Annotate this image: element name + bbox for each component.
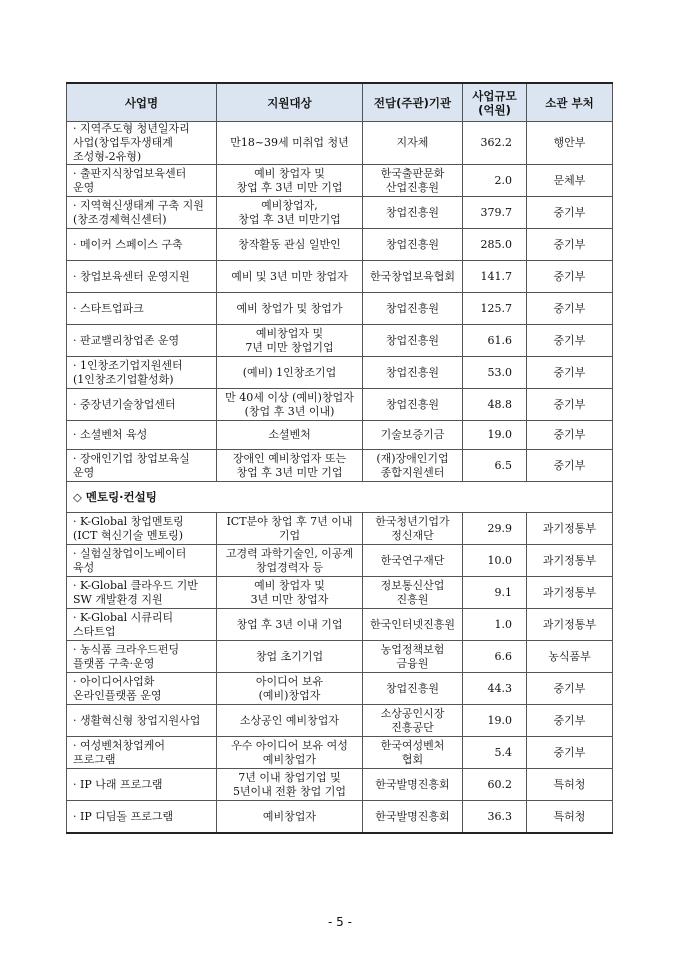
table-row xyxy=(67,577,613,609)
scale-cell: 362.2 xyxy=(463,122,527,165)
agency-cell: 한국청년기업가 정신재단 xyxy=(363,513,463,545)
table-row xyxy=(67,705,613,737)
target-cell: 고경력 과학기술인, 이공계 창업경력자 등 xyxy=(217,545,363,577)
table-row xyxy=(67,165,613,197)
agency-cell: 창업진흥원 xyxy=(363,229,463,261)
program-name-cell: · 창업보육센터 운영지원 xyxy=(67,261,217,293)
program-name-cell: · 농식품 크라우드펀딩 플랫폼 구축·운영 xyxy=(67,641,217,673)
scale-cell: 2.0 xyxy=(463,165,527,197)
scale-cell: 61.6 xyxy=(463,325,527,357)
table-row xyxy=(67,325,613,357)
table-row xyxy=(67,673,613,705)
program-name-cell: · IP 나래 프로그램 xyxy=(67,769,217,801)
table-row xyxy=(67,513,613,545)
scale-cell: 379.7 xyxy=(463,197,527,229)
program-name-cell: · 스타트업파크 xyxy=(67,293,217,325)
target-cell: 예비창업자, 창업 후 3년 미만기업 xyxy=(217,197,363,229)
section-heading-mentoring: ◇ 멘토링·컨설팅 xyxy=(67,482,613,513)
ministry-cell: 중기부 xyxy=(527,389,613,421)
header-target: 지원대상 xyxy=(217,83,363,122)
ministry-cell: 과기정통부 xyxy=(527,513,613,545)
table-row xyxy=(67,641,613,673)
agency-cell: 한국인터넷진흥원 xyxy=(363,609,463,641)
agency-cell: 한국연구재단 xyxy=(363,545,463,577)
table-row xyxy=(67,293,613,325)
program-name-cell: · K-Global 클라우드 기반 SW 개발환경 지원 xyxy=(67,577,217,609)
ministry-cell: 중기부 xyxy=(527,737,613,769)
program-name-cell: · 메이커 스페이스 구축 xyxy=(67,229,217,261)
agency-cell: 한국발명진흥회 xyxy=(363,801,463,834)
agency-cell: 한국여성벤처 협회 xyxy=(363,737,463,769)
agency-cell: 농업정책보험 금융원 xyxy=(363,641,463,673)
table-row xyxy=(67,122,613,165)
ministry-cell: 중기부 xyxy=(527,325,613,357)
ministry-cell: 중기부 xyxy=(527,673,613,705)
scale-cell: 19.0 xyxy=(463,421,527,450)
target-cell: 예비창업자 및 7년 미만 창업기업 xyxy=(217,325,363,357)
agency-cell: 창업진흥원 xyxy=(363,673,463,705)
agency-cell: 창업진흥원 xyxy=(363,325,463,357)
table-header-row xyxy=(67,83,613,122)
target-cell: 예비 창업자 및 3년 미만 창업자 xyxy=(217,577,363,609)
table-row xyxy=(67,609,613,641)
scale-cell: 6.5 xyxy=(463,450,527,482)
section-row xyxy=(67,482,613,513)
ministry-cell: 중기부 xyxy=(527,705,613,737)
target-cell: 만 40세 이상 (예비)창업자 (창업 후 3년 이내) xyxy=(217,389,363,421)
program-name-cell: · 장애인기업 창업보육실 운영 xyxy=(67,450,217,482)
program-name-cell: · 생활혁신형 창업지원사업 xyxy=(67,705,217,737)
scale-cell: 285.0 xyxy=(463,229,527,261)
program-name-cell: · K-Global 창업멘토링 (ICT 혁신기술 멘토링) xyxy=(67,513,217,545)
agency-cell: 소상공인시장 진흥공단 xyxy=(363,705,463,737)
program-table xyxy=(66,82,613,834)
target-cell: ICT분야 창업 후 7년 이내 기업 xyxy=(217,513,363,545)
table-row xyxy=(67,261,613,293)
program-name-cell: · 출판지식창업보육센터 운영 xyxy=(67,165,217,197)
scale-cell: 125.7 xyxy=(463,293,527,325)
ministry-cell: 중기부 xyxy=(527,421,613,450)
table-row xyxy=(67,801,613,834)
target-cell: 창업 후 3년 이내 기업 xyxy=(217,609,363,641)
scale-cell: 6.6 xyxy=(463,641,527,673)
ministry-cell: 과기정통부 xyxy=(527,609,613,641)
target-cell: 창업 초기기업 xyxy=(217,641,363,673)
target-cell: 아이디어 보유 (예비)창업자 xyxy=(217,673,363,705)
table-row xyxy=(67,421,613,450)
scale-cell: 29.9 xyxy=(463,513,527,545)
target-cell: 예비 창업가 및 창업가 xyxy=(217,293,363,325)
scale-cell: 10.0 xyxy=(463,545,527,577)
scale-cell: 53.0 xyxy=(463,357,527,389)
ministry-cell: 중기부 xyxy=(527,229,613,261)
table-row xyxy=(67,450,613,482)
scale-cell: 44.3 xyxy=(463,673,527,705)
program-name-cell: · 지역혁신생태계 구축 지원 (창조경제혁신센터) xyxy=(67,197,217,229)
header-program-name: 사업명 xyxy=(67,83,217,122)
ministry-cell: 중기부 xyxy=(527,197,613,229)
scale-cell: 5.4 xyxy=(463,737,527,769)
ministry-cell: 중기부 xyxy=(527,450,613,482)
ministry-cell: 문체부 xyxy=(527,165,613,197)
header-agency: 전담(주관)기관 xyxy=(363,83,463,122)
ministry-cell: 중기부 xyxy=(527,357,613,389)
agency-cell: 창업진흥원 xyxy=(363,293,463,325)
table-row xyxy=(67,545,613,577)
target-cell: 우수 아이디어 보유 여성 예비창업가 xyxy=(217,737,363,769)
ministry-cell: 중기부 xyxy=(527,261,613,293)
agency-cell: 한국발명진흥회 xyxy=(363,769,463,801)
target-cell: 예비 창업자 및 창업 후 3년 미만 기업 xyxy=(217,165,363,197)
target-cell: 만18~39세 미취업 청년 xyxy=(217,122,363,165)
program-name-cell: · 아이디어사업화 온라인플랫폼 운영 xyxy=(67,673,217,705)
program-name-cell: · IP 디딤돌 프로그램 xyxy=(67,801,217,834)
ministry-cell: 농식품부 xyxy=(527,641,613,673)
scale-cell: 9.1 xyxy=(463,577,527,609)
table-row xyxy=(67,357,613,389)
agency-cell: 창업진흥원 xyxy=(363,197,463,229)
program-name-cell: · 여성벤처창업케어 프로그램 xyxy=(67,737,217,769)
target-cell: 7년 이내 창업기업 및 5년이내 전환 창업 기업 xyxy=(217,769,363,801)
target-cell: 소셜벤처 xyxy=(217,421,363,450)
scale-cell: 1.0 xyxy=(463,609,527,641)
header-scale: 사업규모 (억원) xyxy=(463,83,527,122)
ministry-cell: 과기정통부 xyxy=(527,545,613,577)
ministry-cell: 특허청 xyxy=(527,801,613,834)
target-cell: 예비창업자 xyxy=(217,801,363,834)
agency-cell: 창업진흥원 xyxy=(363,389,463,421)
program-name-cell: · 중장년기술창업센터 xyxy=(67,389,217,421)
program-name-cell: · 지역주도형 청년일자리 사업(창업투자생태계 조성형-2유형) xyxy=(67,122,217,165)
agency-cell: 정보통신산업 진흥원 xyxy=(363,577,463,609)
program-name-cell: · 1인창조기업지원센터 (1인창조기업활성화) xyxy=(67,357,217,389)
table-row xyxy=(67,197,613,229)
table-row xyxy=(67,737,613,769)
ministry-cell: 중기부 xyxy=(527,293,613,325)
agency-cell: 기술보증기금 xyxy=(363,421,463,450)
agency-cell: 한국출판문화 산업진흥원 xyxy=(363,165,463,197)
table-row xyxy=(67,389,613,421)
table-row xyxy=(67,769,613,801)
scale-cell: 48.8 xyxy=(463,389,527,421)
agency-cell: 한국창업보육협회 xyxy=(363,261,463,293)
header-ministry: 소관 부처 xyxy=(527,83,613,122)
ministry-cell: 행안부 xyxy=(527,122,613,165)
scale-cell: 141.7 xyxy=(463,261,527,293)
target-cell: (예비) 1인창조기업 xyxy=(217,357,363,389)
program-name-cell: · 판교밸리창업존 운영 xyxy=(67,325,217,357)
agency-cell: 지자체 xyxy=(363,122,463,165)
agency-cell: 창업진흥원 xyxy=(363,357,463,389)
page-number: - 5 - xyxy=(328,915,352,929)
agency-cell: (재)장애인기업 종합지원센터 xyxy=(363,450,463,482)
scale-cell: 36.3 xyxy=(463,801,527,834)
target-cell: 소상공인 예비창업자 xyxy=(217,705,363,737)
program-name-cell: · 실험실창업이노베이터 육성 xyxy=(67,545,217,577)
scale-cell: 19.0 xyxy=(463,705,527,737)
target-cell: 예비 및 3년 미만 창업자 xyxy=(217,261,363,293)
table-row xyxy=(67,229,613,261)
target-cell: 창작활동 관심 일반인 xyxy=(217,229,363,261)
ministry-cell: 과기정통부 xyxy=(527,577,613,609)
target-cell: 장애인 예비창업자 또는 창업 후 3년 미만 기업 xyxy=(217,450,363,482)
program-name-cell: · K-Global 시큐리티 스타트업 xyxy=(67,609,217,641)
scale-cell: 60.2 xyxy=(463,769,527,801)
ministry-cell: 특허청 xyxy=(527,769,613,801)
program-name-cell: · 소셜벤처 육성 xyxy=(67,421,217,450)
